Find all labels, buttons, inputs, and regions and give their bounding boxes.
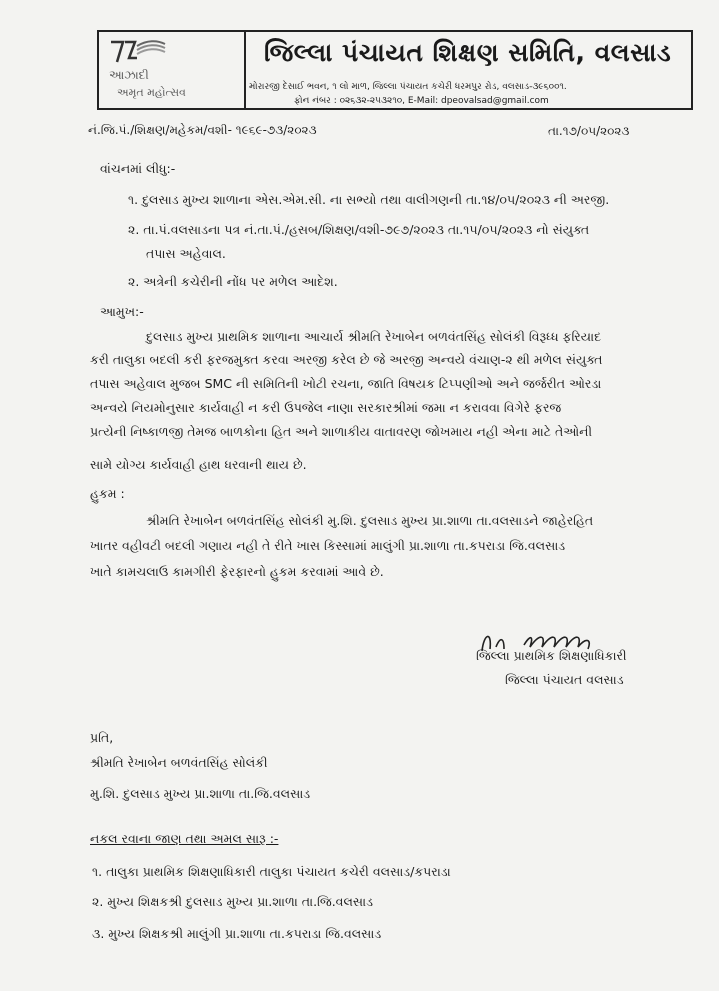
read-item: ૨. અત્રેની કચેરીની નોંધ પર મળેલ આદેશ. xyxy=(128,274,338,289)
logo-text-azadi: આઝાદી xyxy=(109,68,149,82)
azadi-logo-icon xyxy=(107,38,167,66)
preamble-line: કરી તાલુકા બદલી કરી ફરજમુક્ત કરવા અરજી કરેલ છે જે અરજી અન્વયે વંચાણ-૨ થી મળેલ સંયુક્ત xyxy=(90,352,603,367)
order-line: ખાતે કામચલાઉ કામગીરી ફેરફારનો હુકમ કરવામાં આવે છે. xyxy=(90,564,384,579)
recipient-heading: પ્રતિ, xyxy=(90,730,114,745)
organization-address: મોરારજી દેસાઈ ભવન, ૧ લો માળ, જિલ્લા પંચાયત કચેરી ધરમપુર રોડ, વલસાડ-૩૯૬૦૦૧. xyxy=(249,82,567,92)
azadi-amrit-mahotsav-logo xyxy=(99,32,246,108)
copies-heading: નકલ રવાના જાણ તથા અમલ સારૂ :- xyxy=(90,831,279,846)
recipient-designation: મુ.શિ. દુલસાડ મુખ્ય પ્રા.શાળા તા.જિ.વલસાડ xyxy=(90,786,311,801)
copy-item: ૨. મુખ્ય શિક્ષકશ્રી દુલસાડ મુખ્ય પ્રા.શાળા તા.જિ.વલસાડ xyxy=(92,894,373,909)
read-heading: વાંચનમાં લીધુ:- xyxy=(100,161,176,176)
logo-text-amrit-mahotsav: અમૃત મહોત્સવ xyxy=(117,86,186,99)
signatory-office: જિલ્લા પંચાયત વલસાડ xyxy=(505,672,624,687)
preamble-line: પ્રત્યેની નિષ્કાળજી તેમજ બાળકોના હિત અને શાળાકીય વાતાવરણ જોખમાય નહી એના માટે તેઓની xyxy=(90,424,593,439)
read-item: ૨. તા.પં.વલસાડના પત્ર નં.તા.પં./હસબ/શિક્ષણ/વશી-૭૯૭/૨૦૨૩ તા.૧૫/૦૫/૨૦૨૩ નો સંયુક્ત xyxy=(128,222,590,237)
copy-item: ૩. મુખ્ય શિક્ષકશ્રી માલુંગી પ્રા.શાળા તા.કપરાડા જિ.વલસાડ xyxy=(92,926,382,941)
preamble-line: અન્વયે નિયમોનુસાર કાર્યવાહી ન કરી ઉપજેલ નાણા સરકારશ્રીમાં જમા ન કરાવવા વિગેરે ફરજ xyxy=(90,400,562,415)
organization-contact: ફોન નંબર : ૦૨૬૩૨-૨૫૩૨૧૦, E-Mail: dpeovalsad@gmail.com xyxy=(294,96,549,106)
recipient-name: શ્રીમતિ રેખાબેન બળવંતસિંહ સોલંકી xyxy=(90,755,268,770)
read-item: ૧. દુલસાડ મુખ્ય શાળાના એસ.એમ.સી. ના સભ્યો તથા વાલીગણની તા.૧૪/૦૫/૨૦૨૩ ની અરજી. xyxy=(128,192,610,207)
reference-number: નં.જિ.પં./શિક્ષણ/મહેકમ/વશી- ૧૯૬૯-૭૩/૨૦૨૩ xyxy=(88,123,317,137)
preamble-line: સામે યોગ્ય કાર્યવાહી હાથ ધરવાની થાય છે. xyxy=(90,457,307,472)
order-line: ખાતર વહીવટી બદલી ગણાય નહી તે રીતે ખાસ કિસ્સામાં માલુંગી પ્રા.શાળા તા.કપરાડા જિ.વલસાડ xyxy=(90,538,566,553)
preamble-line: દુલસાડ મુખ્ય પ્રાથમિક શાળાના આચાર્ય શ્રીમતિ રેખાબેન બળવંતસિંહ સોલંકી વિરૂધ્ધ ફરિયાદ xyxy=(146,329,602,344)
order-heading: હુકમ : xyxy=(90,486,125,501)
order-line: શ્રીમતિ રેખાબેન બળવંતસિંહ સોલંકી મુ.શિ. દુલસાડ મુખ્ય પ્રા.શાળા તા.વલસાડને જાહેરહિત xyxy=(146,513,594,528)
copy-item: ૧. તાલુકા પ્રાથમિક શિક્ષણાધિકારી તાલુકા પંચાયત કચેરી વલસાડ/કપરાડા xyxy=(92,864,451,879)
preamble-line: તપાસ અહેવાલ મુજબ SMC ની સમિતિની ખોટી રચના, જાતિ વિષયક ટિપ્પણીઓ અને જર્જરીત ઓરડા xyxy=(90,376,602,391)
reference-date: તા.૧૭/૦૫/૨૦૨૩ xyxy=(548,124,630,138)
signatory-title: જિલ્લા પ્રાથમિક શિક્ષણાધિકારી xyxy=(476,648,627,663)
organization-title: જિલ્લા પંચાયત શિક્ષણ સમિતિ, વલસાડ xyxy=(264,38,672,67)
letterhead xyxy=(97,30,693,110)
preamble-heading: આમુખ:- xyxy=(100,304,144,319)
read-item-continuation: તપાસ અહેવાલ. xyxy=(146,246,226,261)
